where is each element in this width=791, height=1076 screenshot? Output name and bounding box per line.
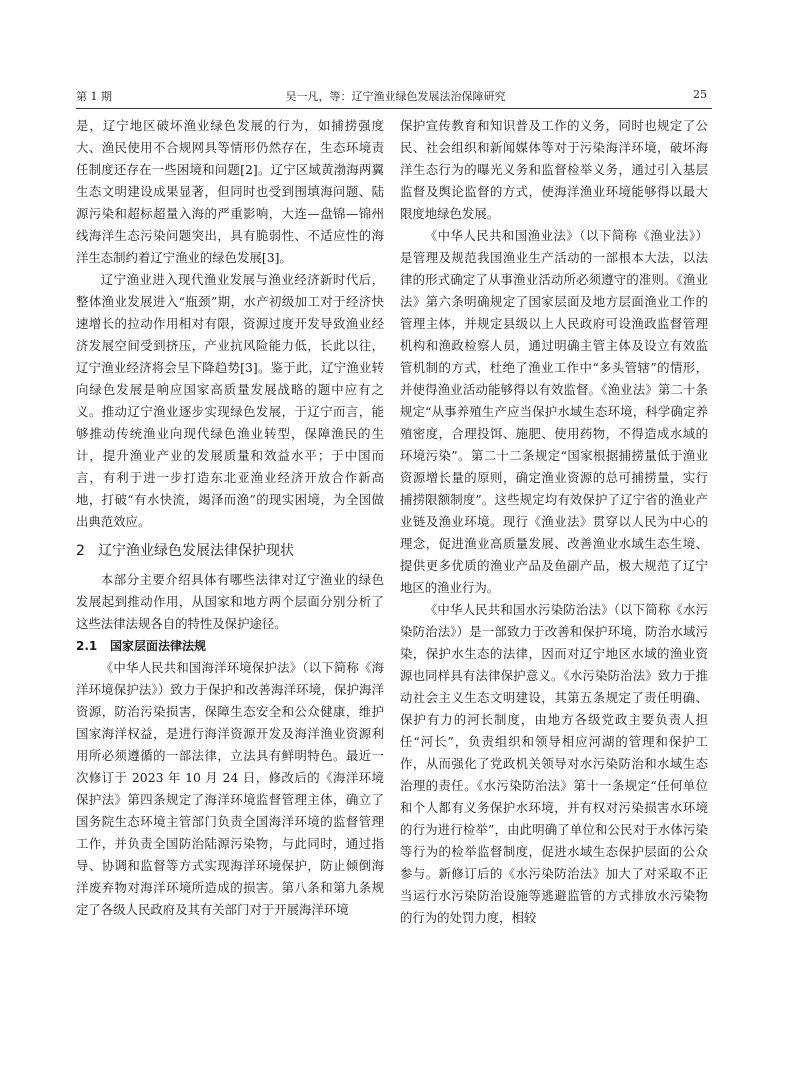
issue-number: 第 1 期 — [76, 90, 112, 103]
paragraph: 保护宣传教育和知识普及工作的义务，同时也规定了公民、社会组织和新闻媒体等对于污染海洋环境，破坏海洋生态行为的曝光义务和监督检举义务，通过引入基层监督及舆论监督的方式，使海洋渔业环境能够得以最大限度地绿色发展。 — [400, 118, 708, 221]
section-title: 辽宁渔业绿色发展法律保护现状 — [98, 543, 294, 559]
page-number: 25 — [693, 88, 707, 101]
subsection-number: 2.1 — [76, 639, 98, 653]
section-number: 2 — [76, 543, 85, 559]
running-header — [0, 88, 791, 104]
paragraph: 《中华人民共和国海洋环境保护法》（以下简称《海洋环境保护法》）致力于保护和改善海洋环境，保护海洋资源，防治污染损害，保障生态安全和公众健康，维护国家海洋权益，是进行海洋资源开发及海洋渔业资源利用所必须遵循的一部法律，立法具有鲜明特色。最近一次修订于 2023 年 10 月 24 日，修改后的《海洋环境保护法》第四条规定了海洋环境监督管理主体，确立了国务院生态环境主管部门负责全国海洋环境的监督管理工作，并负责全国防治陆源污染物，与此同时，通过指导、协调和监督等方式实现海洋环境保护，防止倾倒海洋废弃物对海洋环境所造成的损害。第八条和第九条规定了各级人民政府及其有关部门对于开展海洋环境 — [76, 660, 384, 917]
paragraph: 《中华人民共和国渔业法》（以下简称《渔业法》）是管理及规范我国渔业生产活动的一部根本大法，以法律的形式确定了从事渔业活动所必须遵守的准则。《渔业法》第六条明确规定了国家层面及地方层面渔业工作的管理主体，并规定县级以上人民政府可设渔政监督管理机构和渔政检察人员，通过明确主管主体及设立有效监管机制的方式，杜绝了渔业工作中“多头管辖”的情形，并使得渔业活动能够得以有效监督。《渔业法》第二十条规定“从事养殖生产应当保护水域生态环境，科学确定养殖密度，合理投饵、施肥、使用药物，不得造成水域的环境污染”。第二十二条规定“国家根据捕捞量低于渔业资源增长量的原则，确定渔业资源的总可捕捞量，实行捕捞限额制度”。这些规定均有效保护了辽宁省的渔业产业链及渔业环境。现行《渔业法》贯穿以人民为中心的理念，促进渔业高质量发展、改善渔业水域生态生境、提供更多优质的渔业产品及鱼副产品，极大规范了辽宁地区的渔业行为。 — [400, 228, 708, 595]
paragraph: 本部分主要介绍具体有哪些法律对辽宁渔业的绿色发展起到推动作用，从国家和地方两个层面分别分析了这些法律法规各自的特性及保护途径。 — [76, 572, 384, 631]
left-column — [76, 115, 384, 921]
running-title: 吴一凡，等：辽宁渔业绿色发展法治保障研究 — [285, 90, 506, 103]
subsection-heading — [76, 635, 384, 657]
subsection-title: 国家层面法律法规 — [110, 639, 207, 653]
section-heading — [76, 539, 384, 563]
right-column — [400, 115, 708, 929]
paragraph: 辽宁渔业进入现代渔业发展与渔业经济新时代后，整体渔业发展进入“瓶颈”期，水产初级加工对于经济快速增长的拉动作用相对有限，资源过度开发导致渔业经济发展空间受到挤压，产业抗风险能力低，长此以往，辽宁渔业经济将会呈下降趋势[3]。鉴于此，辽宁渔业转向绿色发展是响应国家高质量发展战略的题中应有之义。推动辽宁渔业逐步实现绿色发展，于辽宁而言，能够推动传统渔业向现代绿色渔业转型，保障渔民的生计，提升渔业产业的发展质量和效益水平；于中国而言，有利于进一步打造东北亚渔业经济开放合作新高地，打破“有水快流，竭泽而渔”的现实困境，为全国做出典范效应。 — [76, 272, 384, 529]
paragraph: 《中华人民共和国水污染防治法》（以下简称《水污染防治法》）是一部致力于改善和保护环境，防治水域污染，保护水生态的法律，因而对辽宁地区水域的渔业资源也同样具有法律保护意义。《水污染防治法》致力于推动社会主义生态文明建设，其第五条规定了责任明确、保护有力的河长制度，由地方各级党政主要负责人担任“河长”，负责组织和领导相应河湖的管理和保护工作，从而强化了党政机关领导对水污染防治和水域生态治理的责任。《水污染防治法》第十一条规定“任何单位和个人都有义务保护水环境，并有权对污染损害水环境的行为进行检举”，由此明确了单位和公民对于水体污染等行为的检举监督制度，促进水域生态保护层面的公众参与。新修订后的《水污染防治法》加大了对采取不正当运行水污染防治设施等逃避监管的方式排放水污染物的行为的处罚力度，相较 — [400, 602, 708, 925]
header-rule — [76, 108, 712, 109]
paragraph: 是，辽宁地区破坏渔业绿色发展的行为，如捕捞强度大、渔民使用不合规网具等情形仍然存在，生态环境责任制度还存在一些困境和问题[2]。辽宁区域黄渤海两翼生态文明建设成果显著，但同时也受到围填海问题、陆源污染和超标超量入海的严重影响，大连—盘锦—锦州线海洋生态污染问题突出，具有脆弱性、不适应性的海洋生态制约着辽宁渔业的绿色发展[3]。 — [76, 118, 384, 265]
